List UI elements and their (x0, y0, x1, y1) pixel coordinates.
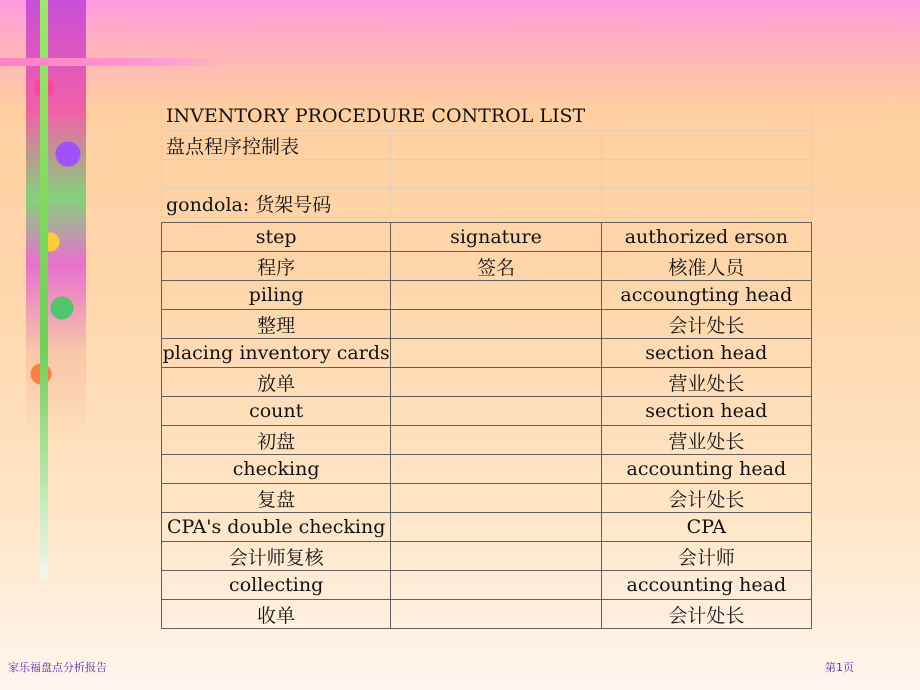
step-cn: 收单 (162, 600, 391, 629)
authorized-en: section head (601, 339, 811, 368)
step-en: checking (162, 455, 391, 484)
table-row (162, 368, 812, 397)
table-row (162, 339, 812, 368)
inventory-control-sheet (161, 101, 812, 629)
column-header: step (162, 223, 391, 252)
signature-cell[interactable] (391, 310, 601, 339)
signature-cell[interactable] (391, 281, 601, 310)
signature-cell[interactable] (391, 339, 601, 368)
empty-cell (601, 160, 811, 189)
authorized-cn: 会计处长 (601, 484, 811, 513)
column-header: 程序 (162, 252, 391, 281)
signature-cell[interactable] (391, 571, 601, 600)
column-header: 核准人员 (601, 252, 811, 281)
authorized-en: accounting head (601, 455, 811, 484)
authorized-en: section head (601, 397, 811, 426)
table-row (162, 571, 812, 600)
empty-cell (391, 189, 601, 218)
table-row (162, 310, 812, 339)
header-row-cn (162, 252, 812, 281)
step-cn: 复盘 (162, 484, 391, 513)
authorized-en: accoungting head (601, 281, 811, 310)
signature-cell[interactable] (391, 426, 601, 455)
table-row (162, 484, 812, 513)
authorized-cn: 会计处长 (601, 310, 811, 339)
signature-cell[interactable] (391, 542, 601, 571)
column-header: signature (391, 223, 601, 252)
column-header: authorized erson (601, 223, 811, 252)
authorized-en: accounting head (601, 571, 811, 600)
table-row (162, 600, 812, 629)
table-row (162, 455, 812, 484)
gondola-label: gondola: 货架号码 (162, 189, 391, 218)
step-cn: 放单 (162, 368, 391, 397)
step-cn: 整理 (162, 310, 391, 339)
step-en: count (162, 397, 391, 426)
table-row (162, 542, 812, 571)
empty-cell (162, 160, 391, 189)
title-en: INVENTORY PROCEDURE CONTROL LIST (162, 102, 812, 131)
decorative-vertical-bar (40, 0, 48, 580)
step-cn: 会计师复核 (162, 542, 391, 571)
step-en: CPA's double checking (162, 513, 391, 542)
signature-cell[interactable] (391, 368, 601, 397)
decorative-floral-strip (26, 0, 86, 440)
empty-cell (601, 189, 811, 218)
header-row-en (162, 223, 812, 252)
table-row (162, 281, 812, 310)
signature-cell[interactable] (391, 513, 601, 542)
sheet-header-table (161, 101, 812, 218)
column-header: 签名 (391, 252, 601, 281)
decorative-horizontal-bar (0, 58, 230, 66)
step-en: piling (162, 281, 391, 310)
table-row (162, 513, 812, 542)
authorized-cn: 营业处长 (601, 368, 811, 397)
footer-page-number: 第1页 (825, 661, 854, 674)
table-row (162, 426, 812, 455)
authorized-cn: 营业处长 (601, 426, 811, 455)
step-cn: 初盘 (162, 426, 391, 455)
signature-cell[interactable] (391, 484, 601, 513)
signature-cell[interactable] (391, 600, 601, 629)
authorized-cn: 会计师 (601, 542, 811, 571)
authorized-cn: 会计处长 (601, 600, 811, 629)
step-en: collecting (162, 571, 391, 600)
title-cn: 盘点程序控制表 (162, 131, 391, 160)
empty-cell (601, 131, 811, 160)
empty-cell (391, 160, 601, 189)
authorized-en: CPA (601, 513, 811, 542)
signature-cell[interactable] (391, 455, 601, 484)
signature-cell[interactable] (391, 397, 601, 426)
table-row (162, 397, 812, 426)
empty-cell (391, 131, 601, 160)
procedure-table (161, 222, 812, 629)
footer-report-title: 家乐福盘点分析报告 (8, 661, 107, 674)
step-en: placing inventory cards (162, 339, 391, 368)
